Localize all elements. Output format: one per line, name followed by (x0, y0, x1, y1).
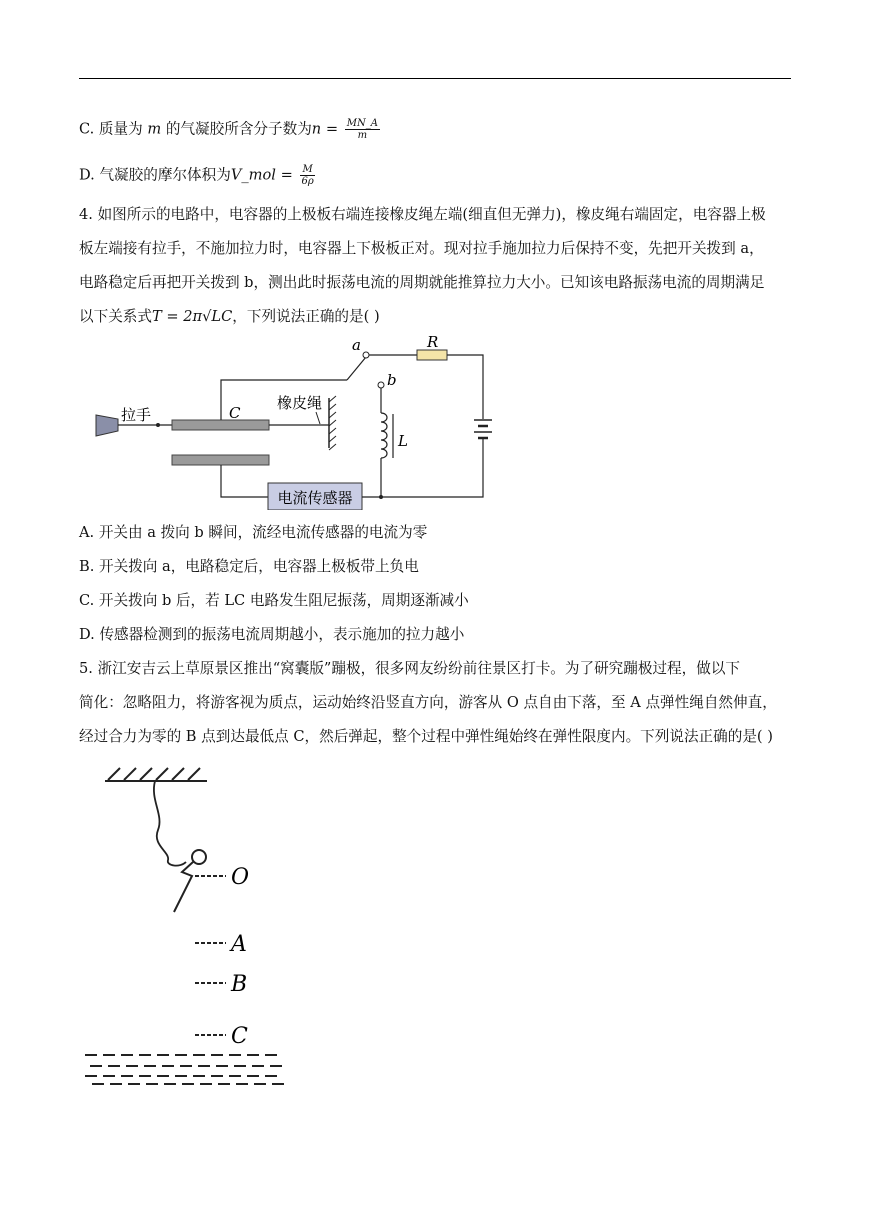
switch-terminal-a (363, 352, 369, 358)
jumper-body (174, 862, 193, 912)
inductor-coil (381, 413, 387, 458)
capacitor-lower-plate (172, 455, 269, 465)
q5-stem-line-1: 5. 浙江安吉云上草原景区推出“窝囊版”蹦极，很多网友纷纷前往景区打卡。为了研究蹦极过程，做以下 (79, 660, 741, 677)
switch-terminal-b (378, 382, 384, 388)
q4-stem-line-2: 板左端接有拉手，不施加拉力时，电容器上下极板正对。现对拉手施加拉力后保持不变，先把开关拨到 a， (79, 240, 764, 257)
q4-stem-line-1: 4. 如图所示的电路中，电容器的上极板右端连接橡皮绳左端(细直但无弹力)，橡皮绳右端固定，电容器上极 (79, 206, 766, 223)
capacitor-upper-plate (172, 420, 269, 430)
q3-option-c-fraction: $\frac{MN\_A}{m}$ (346, 118, 378, 141)
q4-circuit-diagram (0, 330, 870, 510)
resistor-label: R (427, 333, 439, 351)
handle-label: 拉手 (121, 406, 152, 424)
rope-label: 橡皮绳 (277, 394, 323, 412)
battery (474, 420, 492, 438)
jumper-head (192, 850, 206, 864)
header-rule (79, 78, 791, 79)
q5-stem-line-2: 简化：忽略阻力，将游客视为质点，运动始终沿竖直方向，游客从 O 点自由下落，至 A 点弹性绳自然伸直， (79, 694, 777, 711)
q4-option-a: A. 开关由 a 拨向 b 瞬间，流经电流传感器的电流为零 (79, 524, 428, 541)
bungee-rope (154, 781, 186, 866)
handle-shape (96, 415, 118, 436)
q3-option-d: D. 气凝胶的摩尔体积为V_mol = $\frac{M}{6\rho}$ (79, 164, 314, 187)
inductor-label: L (398, 432, 408, 450)
point-C-label: C (231, 1024, 248, 1049)
q4-stem-line-3: 电路稳定后再把开关拨到 b，测出此时振荡电流的周期就能推算拉力大小。已知该电路振荡电流的周期满足 (79, 274, 765, 291)
q3-option-c: C. 质量为 m 的气凝胶所含分子数为n = $\frac{MN\_A}{m}$ (79, 118, 378, 141)
point-A-label: A (231, 932, 247, 957)
current-sensor-label: 电流传感器 (277, 489, 353, 507)
capacitor-label: C (229, 404, 241, 422)
switch-label-b: b (387, 371, 397, 389)
point-B-label: B (231, 972, 248, 997)
q5-bungee-diagram (0, 760, 870, 1100)
q3-option-d-fraction: $\frac{M}{6\rho}$ (301, 164, 314, 187)
q4-option-b: B. 开关拨向 a，电路稳定后，电容器上极板带上负电 (79, 558, 419, 575)
water-surface (85, 1055, 287, 1084)
q4-option-d: D. 传感器检测到的振荡电流周期越小，表示施加的拉力越小 (79, 626, 465, 643)
switch-blade (347, 357, 366, 380)
switch-label-a: a (352, 336, 361, 354)
resistor (417, 350, 447, 360)
q4-period-formula: T = 2π√LC (151, 308, 233, 325)
q5-stem-line-3: 经过合力为零的 B 点到达最低点 C，然后弹起，整个过程中弹性绳始终在弹性限度内。下列说法正确的是( ) (79, 728, 773, 745)
point-O-label: O (231, 865, 250, 890)
q4-option-c: C. 开关拨向 b 后，若 LC 电路发生阻尼振荡，周期逐渐减小 (79, 592, 469, 609)
q4-stem-line-4: 以下关系式T = 2π√LC，下列说法正确的是( ) (79, 308, 380, 325)
